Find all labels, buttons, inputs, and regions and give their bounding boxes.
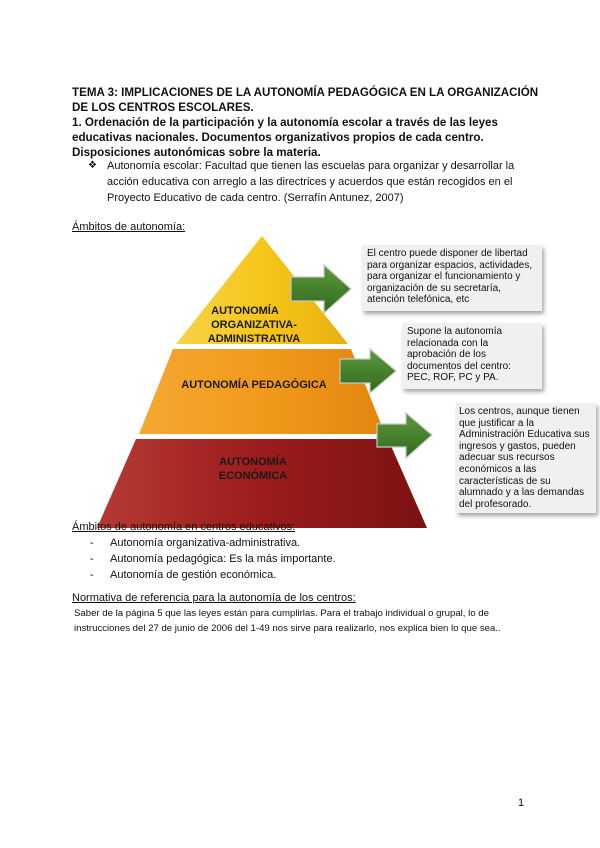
box-line: Administración Educativa sus <box>459 429 590 441</box>
dash-bullet: - <box>90 553 94 565</box>
pyramid-bottom-label-2: ECONÓMICA <box>218 470 288 482</box>
info-box-organizativa <box>362 245 542 311</box>
list-item-text: Autonomía pedagógica: Es la más importante. <box>110 553 336 565</box>
info-box-economica <box>456 403 596 513</box>
pyramid-middle-label: AUTONOMÍA PEDAGÓGICA <box>181 379 327 391</box>
box-line: para organizar espacios, actividades, <box>367 259 533 271</box>
box-line: alumnado y a las demandas <box>459 487 585 499</box>
list-item <box>90 535 336 551</box>
pyramid-top-label-3: ADMINISTRATIVA <box>207 333 301 345</box>
tema-title: TEMA 3: IMPLICACIONES DE LA AUTONOMÍA PEDAGÓGICA EN LA ORGANIZACIÓN DE LOS CENTROS ESCOLARES. <box>72 86 539 114</box>
list-item <box>90 567 336 583</box>
box-line: Los centros, aunque tienen <box>459 406 580 417</box>
box-line: características de su <box>459 475 551 487</box>
definition-text: Autonomía escolar: Facultad que tienen las escuelas para organizar y desarrollar la acción educativa con arreglo a las directrices y acuerdos que están recogidos en el Proyecto Educativo de cada centro. (Serrafín Antunez, 2007) <box>107 160 515 204</box>
box-line: aprobación de los <box>407 349 486 361</box>
pyramid-bottom-label-1: AUTONOMÍA <box>219 456 287 468</box>
box-line: para organizar el funcionamiento y <box>367 271 521 283</box>
pyramid-top-label-2: ORGANIZATIVA- <box>211 319 297 331</box>
list-item-text: Autonomía organizativa-administrativa. <box>110 537 301 549</box>
dash-bullet: - <box>90 537 94 549</box>
definition-bullet <box>88 158 538 206</box>
info-box-pedagogica <box>402 323 542 389</box>
dash-bullet: - <box>90 569 94 581</box>
normativa-text: Saber de la página 5 que las leyes están para cumplirlas. Para el trabajo individual o grupal, lo de instrucciones del 27 de junio de 2006 del 1-49 nos sirve para realizarlo, nos explica bien lo que sea.. <box>74 608 501 634</box>
section-title: 1. Ordenación de la participación y la autonomía escolar a través de las leyes educativas nacionales. Documentos organizativos propios de cada centro. Disposiciones autonómicas sobre la materia. <box>72 116 498 159</box>
diamond-bullet-icon: ❖ <box>88 160 97 171</box>
box-line: atención telefónica, etc <box>367 294 470 306</box>
box-line: Supone la autonomía <box>407 326 503 337</box>
pyramid-top-label-1: AUTONOMÍA <box>211 305 279 317</box>
box-line: adecuar sus recursos <box>459 452 555 464</box>
box-line: económicos a las <box>459 463 537 475</box>
box-line: ingresos y gastos, pueden <box>459 440 576 452</box>
box-line: organización de su secretaría, <box>367 282 501 294</box>
box-line: del profesorado. <box>459 498 532 510</box>
normativa-label: Normativa de referencia para la autonomía de los centros: <box>72 592 356 604</box>
centros-label: Ámbitos de autonomía en centros educativos: <box>72 521 296 533</box>
pyramid-level-bottom <box>97 439 427 528</box>
ambitos-label: Ámbitos de autonomía: <box>72 221 186 233</box>
document-heading <box>72 85 542 160</box>
box-line: relacionada con la <box>407 337 489 349</box>
page-number: 1 <box>518 797 525 809</box>
box-line: que justificar a la <box>459 417 535 429</box>
ambitos-list <box>90 535 336 583</box>
list-item-text: Autonomía de gestión económica. <box>110 569 277 581</box>
box-line: documentos del centro: <box>407 360 511 372</box>
box-line: El centro puede disponer de libertad <box>367 248 528 259</box>
box-line: PEC, ROF, PC y PA. <box>407 372 499 384</box>
list-item <box>90 551 336 567</box>
